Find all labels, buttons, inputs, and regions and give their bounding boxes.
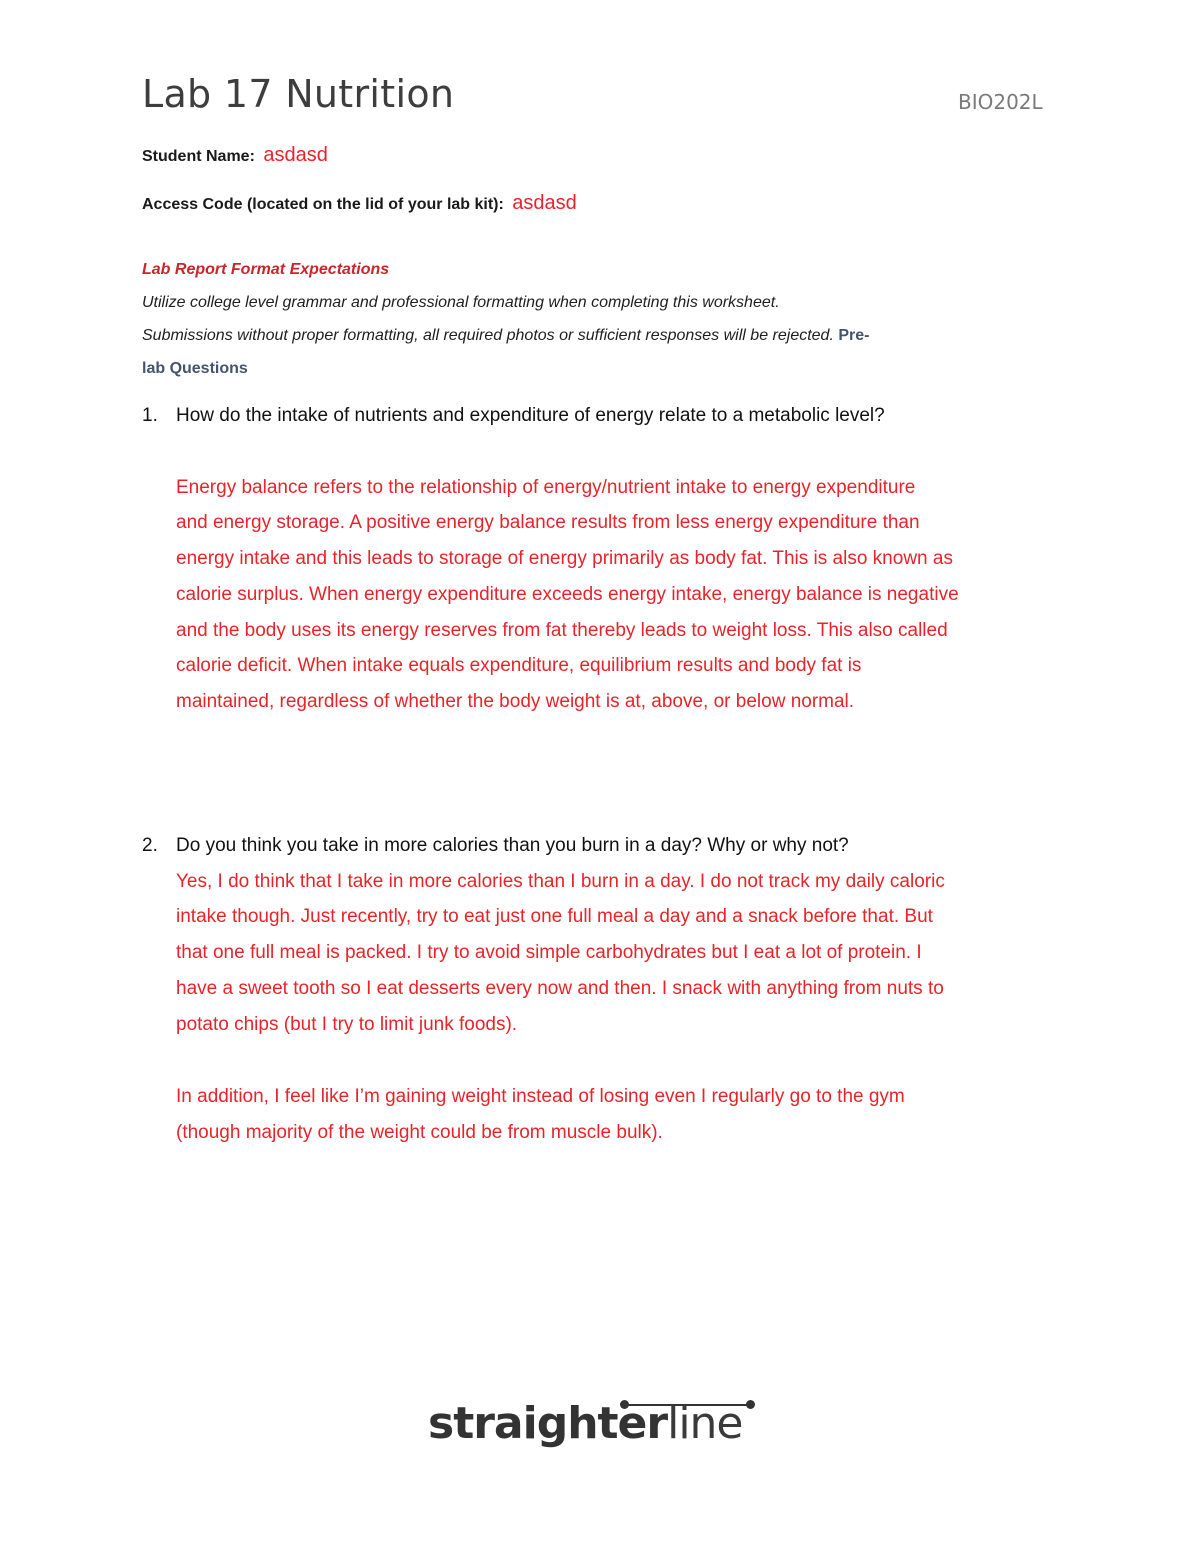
answer-1-line: calorie surplus. When energy expenditure exceeds energy intake, energy balance is negative [176, 584, 959, 605]
answer-1-line: and energy storage. A positive energy balance results from less energy expenditure than [176, 512, 920, 533]
logo-thin-text: line [667, 1398, 743, 1449]
answer-2-line: intake though. Just recently, try to eat just one full meal a day and a snack before that. But [176, 906, 933, 927]
access-code-label: Access Code (located on the lid of your lab kit): [142, 196, 504, 213]
answer-2-line: (though majority of the weight could be from muscle bulk). [176, 1122, 663, 1143]
answer-1-line: calorie deficit. When intake equals expenditure, equilibrium results and body fat is [176, 655, 862, 676]
question-2-text: Do you think you take in more calories than you burn in a day? Why or why not? [176, 835, 849, 856]
access-code-value: asdasd [512, 192, 577, 214]
answer-2-line: potato chips (but I try to limit junk foods). [176, 1014, 518, 1035]
prelab-heading-part-1: Pre- [838, 327, 870, 344]
prelab-heading-part-2: lab Questions [142, 360, 248, 377]
question-2-number: 2. [142, 835, 158, 856]
answer-1-line: energy intake and this leads to storage of energy primarily as body fat. This is also known as [176, 548, 953, 569]
answer-1-line: and the body uses its energy reserves from fat thereby leads to weight loss. This also called [176, 620, 948, 641]
student-name-field [142, 144, 328, 167]
answer-2-line: have a sweet tooth so I eat desserts every now and then. I snack with anything from nuts to [176, 978, 944, 999]
access-code-field [142, 192, 577, 215]
student-name-label: Student Name: [142, 148, 255, 165]
answer-2-line: Yes, I do think that I take in more calories than I burn in a day. I do not track my daily caloric [176, 871, 945, 892]
straighterline-logo [428, 1398, 768, 1468]
logo-wordmark [428, 1398, 743, 1449]
page-title: Lab 17 Nutrition [142, 72, 455, 116]
student-name-value: asdasd [263, 144, 328, 166]
question-1-text: How do the intake of nutrients and expenditure of energy relate to a metabolic level? [176, 405, 885, 426]
answer-1-line: Energy balance refers to the relationship of energy/nutrient intake to energy expenditure [176, 477, 916, 498]
course-code: BIO202L [958, 90, 1043, 114]
expectations-title: Lab Report Format Expectations [142, 261, 390, 278]
logo-dot-right [746, 1400, 755, 1409]
expectations-line-2 [142, 327, 869, 345]
expectations-line-1: Utilize college level grammar and professional formatting when completing this worksheet. [142, 294, 780, 311]
answer-2-line: In addition, I feel like I’m gaining weight instead of losing even I regularly go to the gym [176, 1086, 905, 1107]
answer-2-line: that one full meal is packed. I try to avoid simple carbohydrates but I eat a lot of protein. I [176, 942, 922, 963]
answer-1-line: maintained, regardless of whether the body weight is at, above, or below normal. [176, 691, 855, 712]
question-1-number: 1. [142, 405, 158, 426]
expectations-line-2-text: Submissions without proper formatting, all required photos or sufficient responses will be rejected. [142, 327, 834, 344]
logo-bold-text: straighter [428, 1398, 668, 1449]
